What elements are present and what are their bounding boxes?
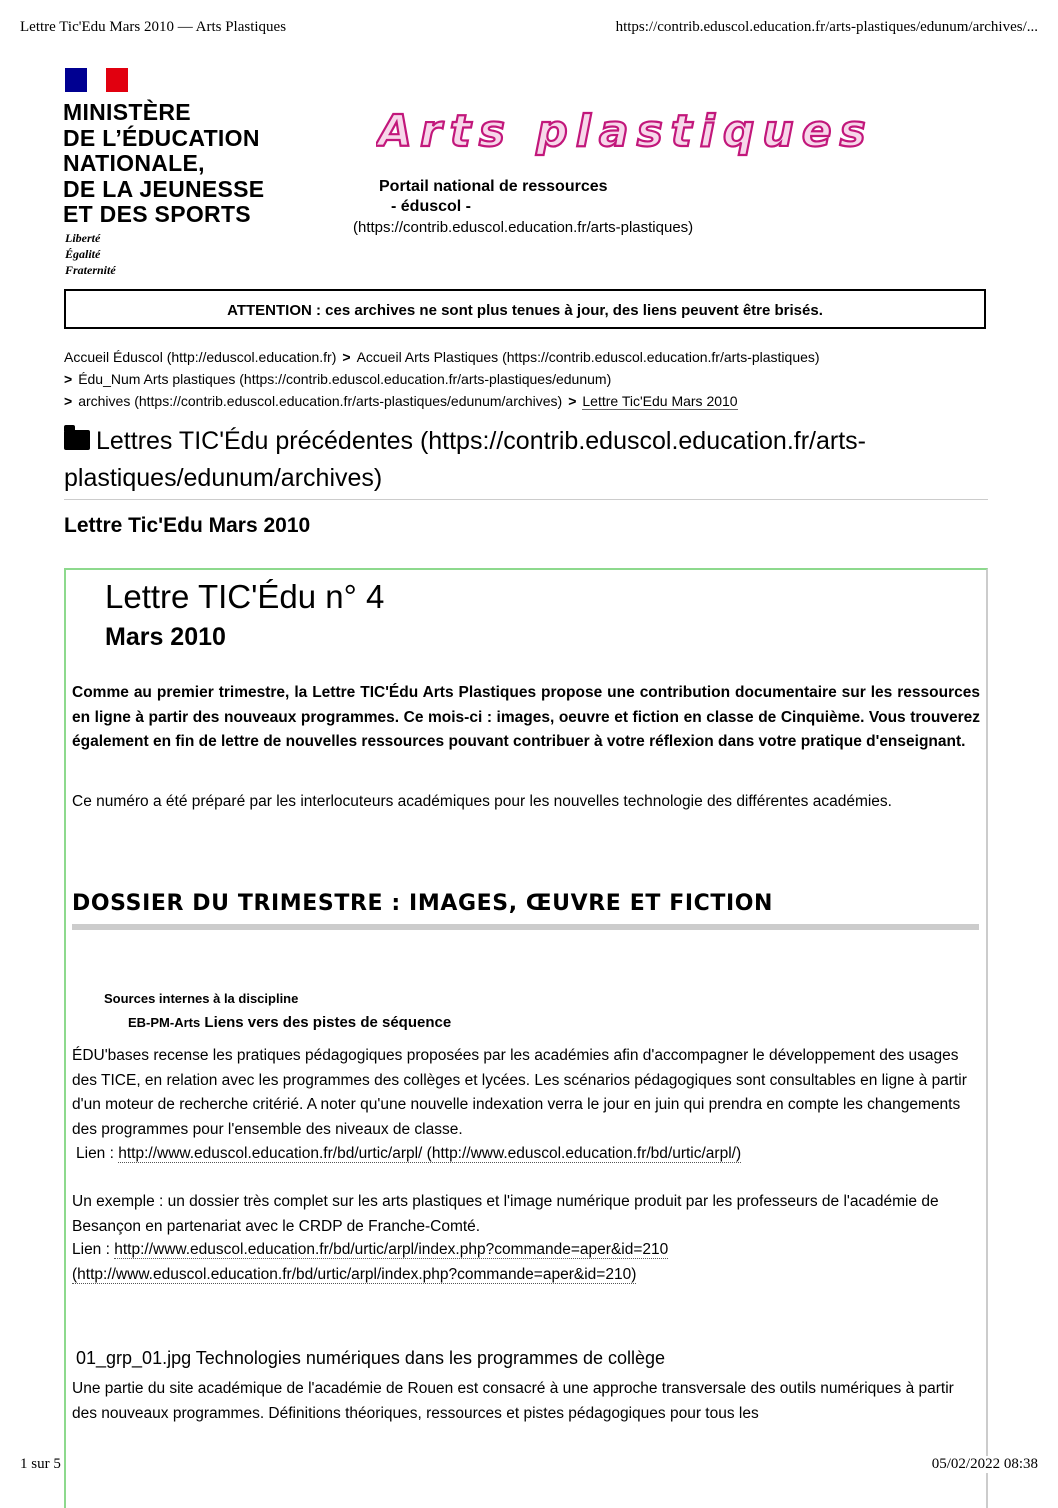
folder-icon xyxy=(64,430,90,450)
previous-letters-link[interactable]: Lettres TIC'Édu précédentes (https://contrib.eduscol.education.fr/arts-plastiques/edunum/archives) xyxy=(64,427,866,492)
breadcrumb-separator: > xyxy=(64,371,73,387)
link-label: Lien : xyxy=(76,1145,114,1162)
republic-motto xyxy=(65,230,116,278)
subheading-title: Liens vers des pistes de séquence xyxy=(204,1014,452,1031)
breadcrumb-link[interactable]: Édu_Num Arts plastiques (https://contrib.eduscol.education.fr/arts-plastiques/edunum) xyxy=(78,371,612,387)
breadcrumb-separator: > xyxy=(64,393,73,409)
intro-credits: Ce numéro a été préparé par les interlocuteurs académiques pour les nouvelles technologie des différentes académies. xyxy=(72,793,892,810)
lettre-date: Mars 2010 xyxy=(105,623,226,651)
breadcrumb-row xyxy=(64,371,611,387)
image-alt-text: 01_grp_01.jpg xyxy=(76,1348,192,1368)
breadcrumb-link[interactable]: archives (https://contrib.eduscol.education.fr/arts-plastiques/edunum/archives) xyxy=(78,393,563,409)
ministry-line: ET DES SPORTS xyxy=(63,201,251,227)
breadcrumb-row xyxy=(64,393,738,409)
sources-subheading xyxy=(128,1014,451,1031)
print-header-title: Lettre Tic'Edu Mars 2010 — Arts Plastiques xyxy=(20,19,287,35)
portal-label xyxy=(379,177,608,217)
breadcrumb-separator: > xyxy=(342,349,351,365)
intro-paragraph: Comme au premier trimestre, la Lettre TIC'Édu Arts Plastiques propose une contribution documentaire sur les ressources en ligne à partir des nouveaux programmes. Ce mois-ci : images, oeuvre et fiction en classe de Cinquième. Vous trouverez également en fin de lettre de nouvelles ressources pouvant contribuer à votre réflexion dans votre pratique d'enseignant. xyxy=(72,684,980,750)
ministry-name xyxy=(63,100,264,228)
edubases-link[interactable]: http://www.eduscol.education.fr/bd/urtic/arpl/ (http://www.eduscol.education.fr/bd/urtic/arpl/) xyxy=(118,1145,742,1162)
image-caption xyxy=(76,1348,665,1369)
section-title: Technologies numériques dans les programmes de collège xyxy=(195,1348,666,1368)
portal-url-link[interactable]: (https://contrib.eduscol.education.fr/arts-plastiques) xyxy=(353,219,694,236)
dossier-heading: DOSSIER DU TRIMESTRE : IMAGES, ŒUVRE ET FICTION xyxy=(72,891,774,916)
portal-line: - éduscol - xyxy=(391,198,472,215)
breadcrumb-separator: > xyxy=(568,393,577,409)
breadcrumb-link[interactable]: Accueil Arts Plastiques (https://contrib.eduscol.education.fr/arts-plastiques) xyxy=(356,349,820,365)
ministry-line: NATIONALE, xyxy=(63,150,205,176)
previous-letters-heading[interactable] xyxy=(64,423,994,497)
edubases-paragraph: ÉDU'bases recense les pratiques pédagogiques proposées par les académies afin d'accompagner le développement des usages des TICE, en relation avec les programmes des collèges et lycées. Les scénarios pédagogiques sont consultables en ligne à partir d'un moteur de recherche critérié. A noter qu'une nouvelle indexation verra le jour en juin qui prendra en compte les changements des programmes pour l'ensemble des niveaux de classe. xyxy=(72,1047,967,1138)
breadcrumb-link[interactable]: Accueil Éduscol (http://eduscol.education.fr) xyxy=(64,349,337,365)
page-title: Lettre Tic'Edu Mars 2010 xyxy=(64,514,311,537)
ministry-line: DE L’ÉDUCATION xyxy=(63,124,260,151)
image-alt-text: EB-PM-Arts xyxy=(128,1015,201,1030)
divider xyxy=(64,499,988,500)
link-line xyxy=(72,1238,980,1287)
link-label: Lien : xyxy=(72,1241,110,1258)
arts-plastiques-banner xyxy=(376,100,876,167)
print-footer-page: 1 sur 5 xyxy=(20,1456,61,1472)
banner-title: Arts plastiques xyxy=(378,106,874,157)
sources-label: Sources internes à la discipline xyxy=(104,991,299,1006)
rouen-paragraph: Une partie du site académique de l'académie de Rouen est consacré à une approche transversale des outils numériques à partir des nouveaux programmes. Définitions théoriques, ressources et pistes pédagogiques pour tous les xyxy=(72,1380,954,1422)
ministry-line: DE LA JEUNESSE xyxy=(63,175,265,202)
example-paragraph: Un exemple : un dossier très complet sur les arts plastiques et l'image numérique produit par les professeurs de l'académie de Besançon en partenariat avec le CRDP de Franche-Comté. xyxy=(72,1193,939,1235)
lettre-title: Lettre TIC'Édu n° 4 xyxy=(105,578,385,615)
archive-warning: ATTENTION : ces archives ne sont plus tenues à jour, des liens peuvent être brisés. xyxy=(64,289,986,329)
breadcrumb xyxy=(64,349,820,365)
ministry-line: MINISTÈRE xyxy=(63,99,191,125)
print-header-url: https://contrib.eduscol.education.fr/arts-plastiques/edunum/archives/... xyxy=(615,19,1038,35)
breadcrumb-current: Lettre Tic'Edu Mars 2010 xyxy=(582,393,738,409)
section-rule xyxy=(72,924,979,930)
motto-line: Égalité xyxy=(65,247,101,261)
link-line xyxy=(76,1142,984,1167)
french-flag-logo xyxy=(65,68,128,92)
motto-line: Fraternité xyxy=(65,263,116,277)
portal-line: Portail national de ressources xyxy=(379,178,608,195)
motto-line: Liberté xyxy=(65,231,101,245)
besancon-dossier-link[interactable]: http://www.eduscol.education.fr/bd/urtic/arpl/index.php?commande=aper&id=210 (http://www.eduscol.education.fr/bd/urtic/arpl/index.php?commande=aper&id=210) xyxy=(72,1241,669,1283)
print-footer-datetime: 05/02/2022 08:38 xyxy=(931,1456,1038,1472)
